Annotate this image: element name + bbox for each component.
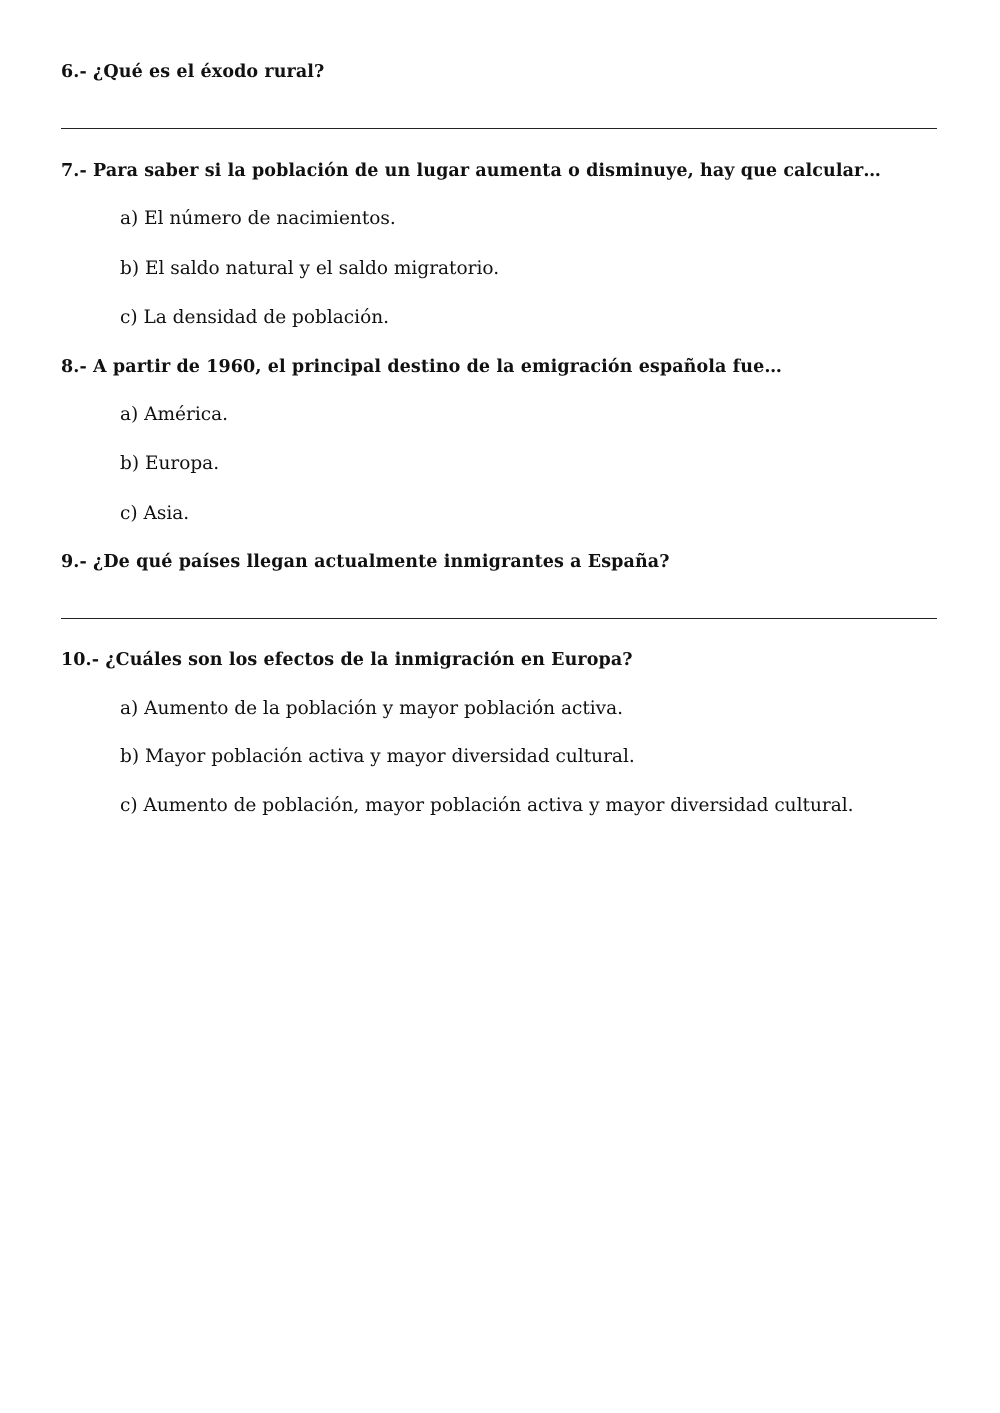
question-7-option-b[interactable]: b) El saldo natural y el saldo migratorio. <box>120 258 500 279</box>
question-6-number: 6.- <box>61 62 87 82</box>
answer-line-question-6[interactable] <box>61 128 937 129</box>
question-10-text: ¿Cuáles son los efectos de la inmigración en Europa? <box>105 650 633 670</box>
question-8-option-a[interactable]: a) América. <box>120 404 229 425</box>
question-7-option-c[interactable]: c) La densidad de población. <box>120 307 390 328</box>
question-10-option-a[interactable]: a) Aumento de la población y mayor población activa. <box>120 698 624 719</box>
question-10-option-b[interactable]: b) Mayor población activa y mayor diversidad cultural. <box>120 746 635 767</box>
question-7 <box>61 160 881 182</box>
question-9-number: 9.- <box>61 552 87 572</box>
question-9 <box>61 551 670 573</box>
question-6-text: ¿Qué es el éxodo rural? <box>93 62 325 82</box>
question-8-text: A partir de 1960, el principal destino de la emigración española fue… <box>93 357 782 377</box>
question-10 <box>61 649 633 671</box>
question-8-option-b[interactable]: b) Europa. <box>120 453 220 474</box>
question-10-number: 10.- <box>61 650 100 670</box>
question-6 <box>61 61 324 83</box>
question-7-text: Para saber si la población de un lugar aumenta o disminuye, hay que calcular… <box>93 161 881 181</box>
answer-line-question-9[interactable] <box>61 618 937 619</box>
question-9-text: ¿De qué países llegan actualmente inmigrantes a España? <box>93 552 670 572</box>
question-7-number: 7.- <box>61 161 87 181</box>
question-8-option-c[interactable]: c) Asia. <box>120 503 190 524</box>
question-10-option-c[interactable]: c) Aumento de población, mayor población activa y mayor diversidad cultural. <box>120 795 854 816</box>
question-7-option-a[interactable]: a) El número de nacimientos. <box>120 208 396 229</box>
question-8-number: 8.- <box>61 357 87 377</box>
question-8 <box>61 356 782 378</box>
